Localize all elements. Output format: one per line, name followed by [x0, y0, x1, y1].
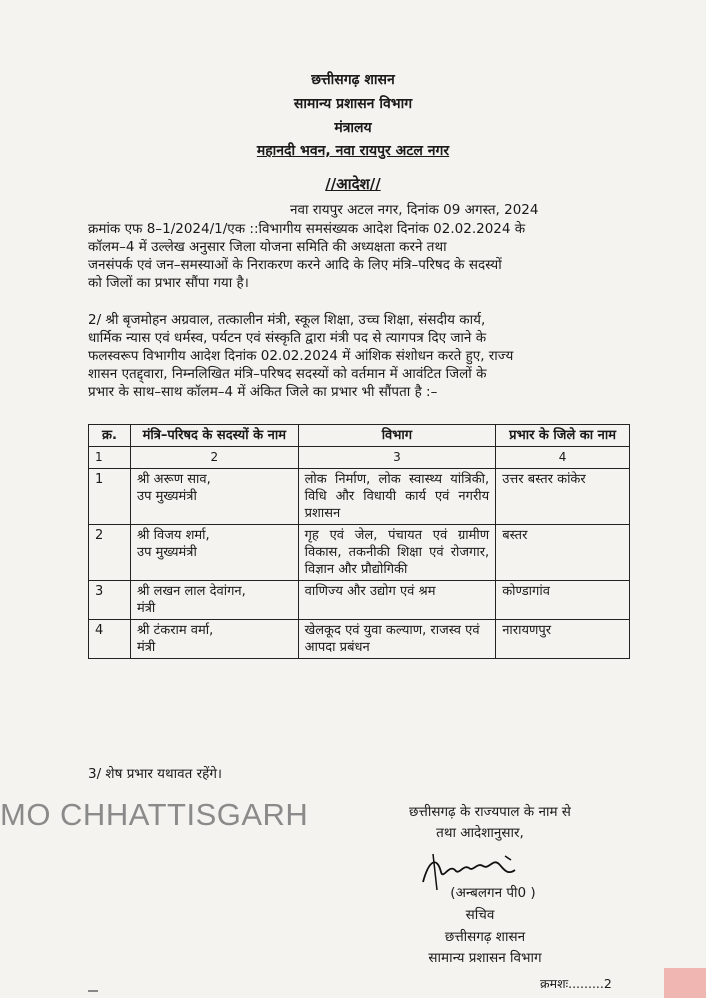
continued-note: क्रमशः.........2	[540, 976, 612, 991]
paragraph-1	[88, 220, 634, 292]
table-row	[89, 469, 630, 525]
member-role: मंत्री	[136, 640, 156, 655]
para1-line: कॉलम–4 में उल्लेख अनुसार जिला योजना समिति की अध्यक्षता करने तथा	[88, 239, 447, 255]
table-row	[89, 620, 630, 659]
row-member	[130, 525, 298, 581]
row-department: वाणिज्य और उद्योग एवं श्रम	[298, 581, 496, 620]
signatory-title: सचिव	[465, 907, 495, 923]
para2-line: प्रभार के साथ–साथ कॉलम–4 में अंकित जिले का प्रभार भी सौंपता है :–	[88, 384, 438, 400]
paragraph-3: 3/ शेष प्रभार यथावत रहेंगे।	[88, 766, 223, 782]
paragraph-2	[88, 311, 634, 401]
row-department: गृह एवं जेल, पंचायत एवं ग्रामीण विकास, तकनीकी शिक्षा एवं रोजगार, विज्ञान और प्रौद्योगिकी	[298, 525, 496, 581]
district-charge-table	[88, 424, 630, 659]
member-role: उप मुख्यमंत्री	[136, 545, 197, 560]
department-title: सामान्य प्रशासन विभाग	[293, 96, 413, 112]
member-name: श्री लखन लाल देवांगन,	[136, 584, 246, 599]
col-number: 1	[89, 447, 131, 469]
col-number: 2	[130, 447, 298, 469]
col-header-district: प्रभार के जिले का नाम	[496, 425, 630, 447]
signatory-org-2: सामान्य प्रशासन विभाग	[428, 950, 542, 966]
page-mark	[88, 990, 98, 992]
row-district: बस्तर	[496, 525, 630, 581]
row-department: लोक निर्माण, लोक स्वास्थ्य यांत्रिकी, विधि और विधायी कार्य एवं नगरीय प्रशासन	[298, 469, 496, 525]
table-row	[89, 581, 630, 620]
para2-line: शासन एतद्द्वारा, निम्नलिखित मंत्रि–परिषद सदस्यों को वर्तमान में आवंटित जिलों के	[88, 366, 487, 382]
table-row	[89, 525, 630, 581]
member-role: उप मुख्यमंत्री	[136, 489, 197, 504]
watermark-text: MO CHHATTISGARH	[0, 797, 309, 832]
row-member	[130, 469, 298, 525]
member-name: श्री विजय शर्मा,	[136, 528, 210, 543]
para1-line: को जिलों का प्रभार सौंपा गया है।	[88, 275, 249, 291]
govt-title: छत्तीसगढ़ शासन	[311, 72, 395, 88]
para1-line: जनसंपर्क एवं जन–समस्याओं के निराकरण करने आदि के लिए मंत्रि–परिषद के सदस्यों	[88, 257, 502, 273]
address-line: महानदी भवन, नवा रायपुर अटल नगर	[256, 143, 450, 159]
signatory-org-1: छत्तीसगढ़ शासन	[444, 929, 526, 945]
para1-line: क्रमांक एफ 8–1/2024/1/एक ::विभागीय समसंख्यक आदेश दिनांक 02.02.2024 के	[88, 221, 526, 237]
corner-overlay	[664, 968, 706, 998]
member-role: मंत्री	[136, 601, 156, 616]
authority-line-2: तथा आदेशानुसार,	[436, 825, 524, 841]
col-header-department: विभाग	[298, 425, 496, 447]
row-district: नारायणपुर	[496, 620, 630, 659]
col-number: 4	[496, 447, 630, 469]
row-member	[130, 581, 298, 620]
row-sr: 4	[89, 620, 131, 659]
member-name: श्री टंकराम वर्मा,	[136, 623, 214, 638]
authority-line-1: छत्तीसगढ़ के राज्यपाल के नाम से	[409, 804, 571, 820]
col-header-sr: क्र.	[89, 425, 131, 447]
place-date: नवा रायपुर अटल नगर, दिनांक 09 अगस्त, 2024	[290, 202, 539, 218]
row-department: खेलकूद एवं युवा कल्याण, राजस्व एवं आपदा प्रबंधन	[298, 620, 496, 659]
row-sr: 3	[89, 581, 131, 620]
row-district: उत्तर बस्तर कांकेर	[496, 469, 630, 525]
member-name: श्री अरूण साव,	[136, 472, 211, 487]
col-number: 3	[298, 447, 496, 469]
table-header-row	[89, 425, 630, 447]
ministry-title: मंत्रालय	[334, 120, 372, 136]
row-member	[130, 620, 298, 659]
col-header-name: मंत्रि–परिषद के सदस्यों के नाम	[130, 425, 298, 447]
signatory-name: (अन्बलगन पी0 )	[450, 885, 536, 901]
para2-line: फलस्वरूप विभागीय आदेश दिनांक 02.02.2024 में आंशिक संशोधन करते हुए, राज्य	[88, 348, 514, 364]
order-title: //आदेश//	[325, 175, 381, 193]
para2-line: धार्मिक न्यास एवं धर्मस्व, पर्यटन एवं संस्कृति द्वारा मंत्री पद से त्यागपत्र दिए जाने के	[88, 330, 487, 346]
para2-line: 2/ श्री बृजमोहन अग्रवाल, तत्कालीन मंत्री, स्कूल शिक्षा, उच्च शिक्षा, संसदीय कार्य,	[88, 312, 486, 328]
table-number-row	[89, 447, 630, 469]
row-district: कोण्डागांव	[496, 581, 630, 620]
row-sr: 1	[89, 469, 131, 525]
row-sr: 2	[89, 525, 131, 581]
